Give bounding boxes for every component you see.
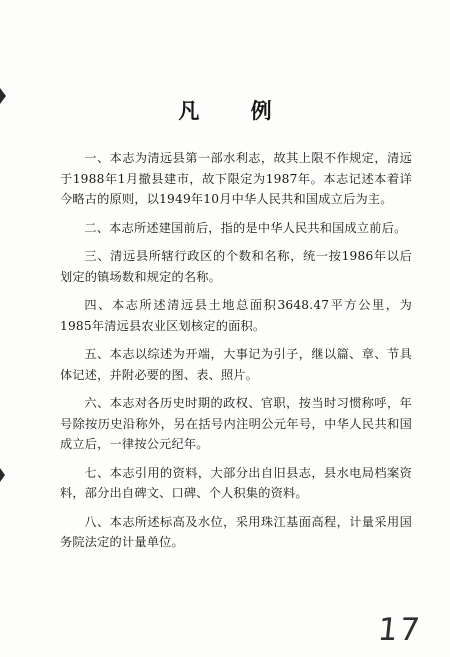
paragraph: 四、本志所述清远县土地总面积3648.47平方公里，为1985年清远县农业区划核定的面积。 bbox=[60, 298, 412, 333]
paragraph: 三、清远县所辖行政区的个数和名称，统一按1986年以后划定的镇场数和规定的名称。 bbox=[60, 249, 412, 284]
page-number: 17 bbox=[376, 612, 424, 648]
paragraph: 五、本志以综述为开端，大事记为引子，继以篇、章、节具体记述，并附必要的图、表、照片。 bbox=[60, 347, 412, 382]
paragraph: 八、本志所述标高及水位，采用珠江基面高程，计量采用国务院法定的计量单位。 bbox=[60, 514, 412, 549]
page-title: 凡 例 bbox=[178, 98, 294, 123]
paragraph: 七、本志引用的资料，大部分出自旧县志，县水电局档案资料，部分出自碑文、口碑、个人积集的资料。 bbox=[60, 465, 412, 500]
paragraph: 二、本志所述建国前后，指的是中华人民共和国成立前后。 bbox=[84, 220, 407, 235]
paragraph: 一、本志为清远县第一部水利志，故其上限不作规定，清远于1988年1月撤县建市，故下限定为1987年。本志记述本着详今略古的原则，以1949年10月中华人民共和国成立后为主。 bbox=[60, 151, 412, 206]
paragraph: 六、本志对各历史时期的政权、官职，按当时习惯称呼，年号除按历史沿称外，另在括号内注明公元年号，中华人民共和国成立后，一律按公元纪年。 bbox=[60, 396, 412, 451]
binding-mark bbox=[0, 468, 5, 482]
body-text bbox=[60, 148, 412, 561]
